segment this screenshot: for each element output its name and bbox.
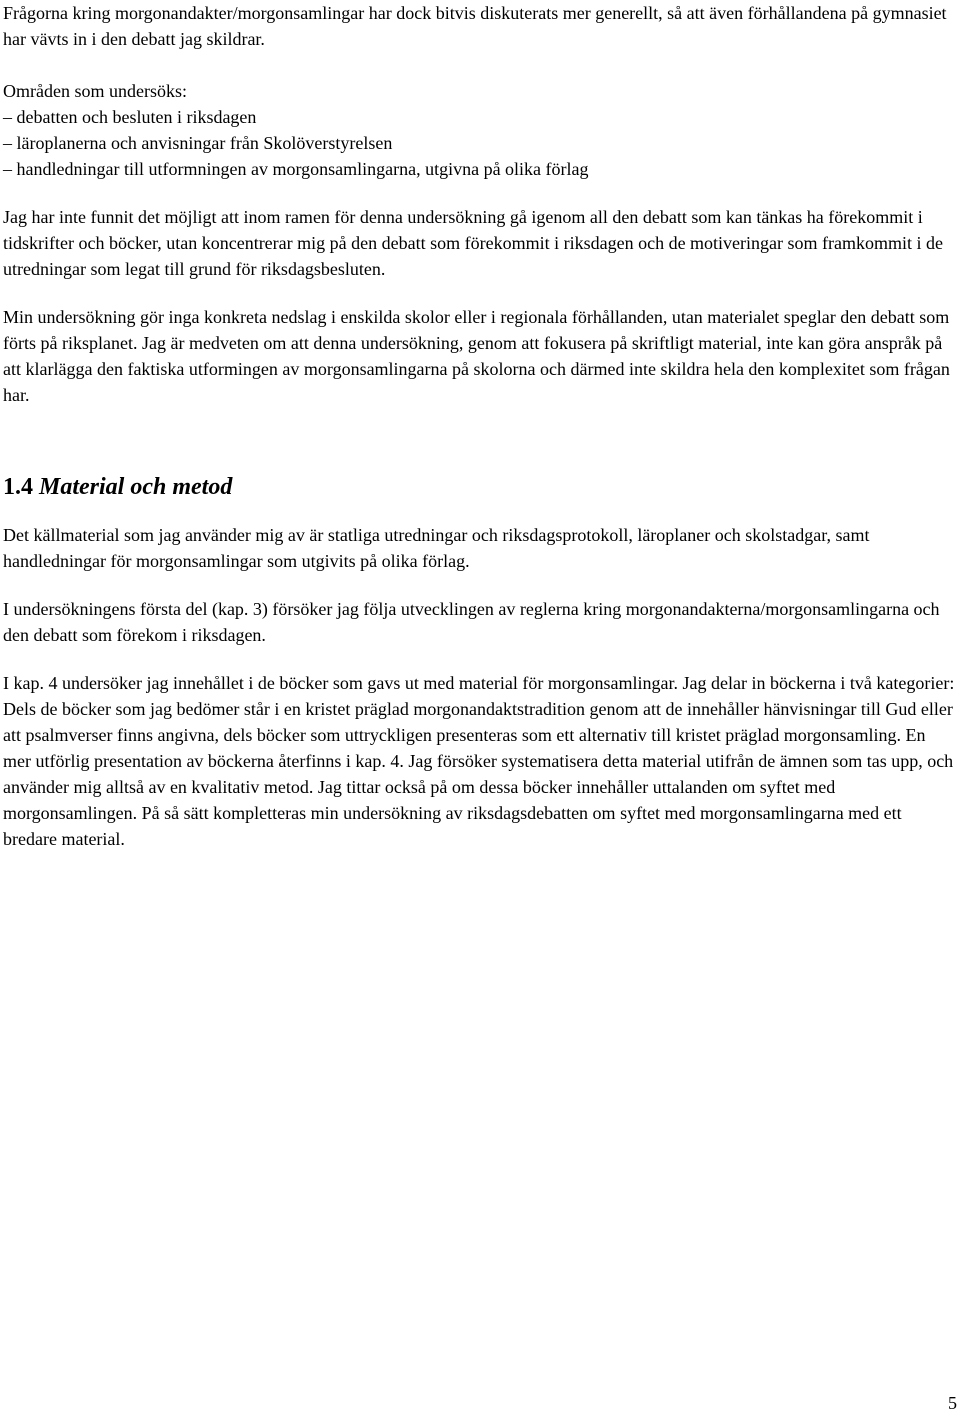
intro-paragraph: Frågorna kring morgonandakter/morgonsamlingar har dock bitvis diskuterats mer generellt, så att även förhållandena på gymnasiet har vävts in i den debatt jag skildrar. [3, 3, 947, 49]
method-paragraph-2: I undersökningens första del (kap. 3) försöker jag följa utvecklingen av reglerna kring morgonandakterna/morgonsamlingarna och den debatt som förekom i riksdagen. [3, 599, 940, 645]
list-item: – debatten och besluten i riksdagen [3, 107, 257, 127]
list-item: – läroplanerna och anvisningar från Skolöverstyrelsen [3, 133, 393, 153]
areas-title: Områden som undersöks: [3, 81, 187, 101]
method-paragraph-1: Det källmaterial som jag använder mig av är statliga utredningar och riksdagsprotokoll, läroplaner och skolstadgar, samt handledningar för morgonsamlingar som utgivits på olika förlag. [3, 525, 870, 571]
section-number: 1.4 [3, 474, 33, 500]
page-number: 5 [948, 1393, 957, 1413]
method-paragraph-3: I kap. 4 undersöker jag innehållet i de böcker som gavs ut med material för morgonsamlingar. Jag delar in böckerna i två kategorier: Dels de böcker som jag bedömer står i en kristet präglad morgonandaktstradition genom att de innehåller hänvisningar till Gud eller att psalmverser finns angivna, dels böcker som uttryckligen presenteras som ett alternativ till kristet präglad morgonsamling. En mer utförlig presentation av böckerna återfinns i kap. 4. Jag försöker systematisera detta material utifrån de ämnen som tas upp, och använder mig alltså av en kvalitativ metod. Jag tittar också på om dessa böcker innehåller uttalanden om syftet med morgonsamlingen. På så sätt kompletteras min undersökning av riksdagsdebatten om syftet med morgonsamlingarna med ett bredare material. [3, 673, 955, 849]
scope-paragraph: Jag har inte funnit det möjligt att inom ramen för denna undersökning gå igenom all den debatt som kan tänkas ha förekommit i tidskrifter och böcker, utan koncentrerar mig på den debatt som förekommit i riksdagen och de motiveringar som framkommit i de utredningar som legat till grund för riksdagsbesluten. [3, 207, 944, 279]
section-heading [3, 472, 957, 502]
section-title: Material och metod [39, 474, 233, 500]
limits-paragraph: Min undersökning gör inga konkreta nedslag i enskilda skolor eller i regionala förhållanden, utan materialet speglar den debatt som förts på riksplanet. Jag är medveten om att denna undersökning, genom att fokusera på skriftligt material, inte kan göra anspråk på att klarlägga den faktiska utformingen av morgonsamlingarna på skolorna och därmed inte skildra hela den komplexitet som frågan har. [3, 307, 950, 405]
document-page [3, 0, 957, 852]
list-item: – handledningar till utformningen av morgonsamlingarna, utgivna på olika förlag [3, 159, 589, 179]
